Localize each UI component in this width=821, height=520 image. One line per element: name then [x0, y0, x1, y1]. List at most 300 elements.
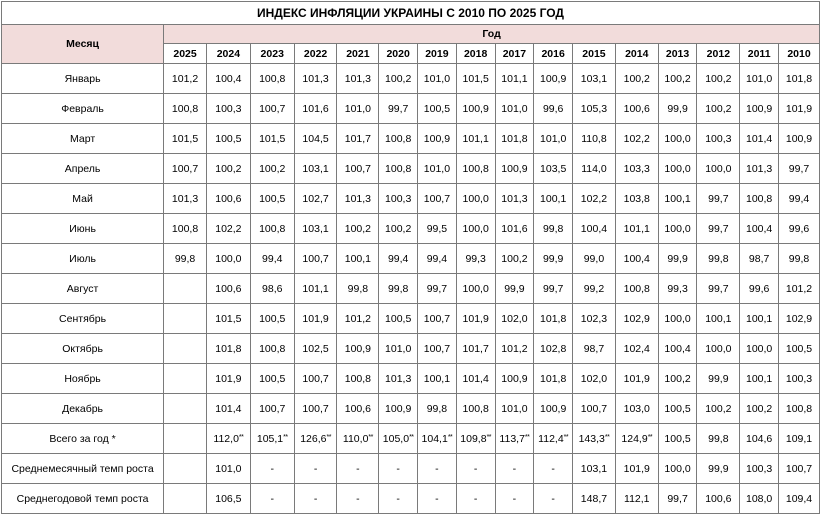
value-cell: [658, 394, 697, 424]
cell-value: 99,8: [387, 282, 409, 295]
value-cell: [164, 274, 207, 304]
cell-value: 101,2: [785, 282, 813, 295]
value-cell: [456, 244, 495, 274]
value-cell: [740, 334, 779, 364]
cell-value: 101,4: [746, 132, 773, 145]
value-cell: [337, 64, 379, 94]
cell-value: 99,8: [542, 222, 564, 235]
cell-value: 101,0: [540, 132, 567, 145]
cell-value: 98,7: [583, 342, 605, 355]
value-cell: [658, 214, 697, 244]
value-cell: [294, 214, 337, 244]
footnote-mark: **: [447, 433, 453, 441]
cell-value: 101,5: [259, 132, 286, 145]
value-cell: [573, 364, 616, 394]
value-cell: [418, 244, 457, 274]
cell-value: 101,3: [501, 192, 528, 205]
cell-value: 101,2: [171, 72, 199, 85]
value-cell: [740, 364, 779, 394]
cell-value: 99,8: [788, 252, 810, 265]
cell-value: 110,0: [342, 432, 369, 445]
value-cell: [337, 304, 379, 334]
value-cell: [697, 124, 740, 154]
cell-value: 101,8: [215, 342, 242, 355]
table-row: [2, 184, 820, 214]
value-cell: [337, 94, 379, 124]
cell-value: 101,0: [423, 72, 451, 85]
cell-value: 100,5: [259, 192, 286, 205]
cell-value: 100,0: [462, 282, 489, 295]
cell-value: 100,3: [385, 192, 412, 205]
value-cell: [418, 154, 457, 184]
year-header: 2018: [456, 44, 495, 64]
value-cell: [573, 484, 616, 514]
value-cell: [534, 484, 573, 514]
cell-value: 100,0: [664, 222, 691, 235]
value-cell: [779, 274, 820, 304]
year-header: 2015: [573, 44, 616, 64]
cell-value: 101,2: [501, 342, 528, 355]
value-cell: [573, 394, 616, 424]
cell-value: 99,6: [748, 282, 770, 295]
cell-value: 101,3: [746, 162, 773, 175]
footnote-mark: **: [563, 433, 569, 441]
cell-value: -: [551, 462, 555, 475]
cell-value: 100,8: [259, 72, 286, 85]
cell-value: 101,0: [344, 102, 372, 115]
value-cell: [740, 184, 779, 214]
cell-value: 101,3: [344, 72, 372, 85]
value-cell: [615, 184, 658, 214]
value-cell: [250, 64, 294, 94]
value-cell: [779, 94, 820, 124]
value-cell: [294, 454, 337, 484]
value-cell: [379, 424, 418, 454]
footnote-mark: **: [409, 433, 414, 441]
row-label: Апрель: [2, 154, 164, 184]
value-cell: [294, 94, 337, 124]
cell-value: 101,7: [344, 132, 372, 145]
value-cell: [337, 124, 379, 154]
year-group-header: Год: [164, 25, 820, 44]
cell-value: 100,9: [344, 342, 372, 355]
cell-value: 100,4: [623, 252, 650, 265]
cell-value: 102,3: [580, 312, 608, 325]
table-row: [2, 394, 820, 424]
value-cell: [697, 394, 740, 424]
cell-value: 100,7: [344, 162, 372, 175]
cell-value: 100,5: [215, 132, 242, 145]
value-cell: [534, 304, 573, 334]
cell-value: 100,6: [705, 492, 732, 505]
value-cell: [456, 454, 495, 484]
value-cell: [573, 64, 616, 94]
cell-value: 113,7: [499, 432, 525, 445]
cell-value: 100,2: [385, 222, 412, 235]
table-row: [2, 274, 820, 304]
value-cell: [534, 274, 573, 304]
cell-value: 100,1: [746, 312, 773, 325]
cell-value: 100,8: [746, 192, 773, 205]
value-cell: [779, 394, 820, 424]
value-cell: [206, 394, 250, 424]
value-cell: [495, 94, 534, 124]
value-cell: [573, 274, 616, 304]
value-cell: [456, 334, 495, 364]
cell-value: 99,8: [426, 402, 448, 415]
cell-value: 99,7: [387, 102, 409, 115]
value-cell: [418, 274, 457, 304]
cell-value: -: [435, 462, 439, 475]
year-header: 2012: [697, 44, 740, 64]
row-label: Май: [2, 184, 164, 214]
cell-value: 100,5: [259, 312, 286, 325]
value-cell: [379, 334, 418, 364]
cell-value: 101,6: [501, 222, 528, 235]
value-cell: [206, 304, 250, 334]
value-cell: [337, 334, 379, 364]
value-cell: [615, 214, 658, 244]
value-cell: [534, 334, 573, 364]
row-label: Июнь: [2, 214, 164, 244]
cell-value: 100,8: [259, 342, 286, 355]
value-cell: [740, 94, 779, 124]
cell-value: 102,8: [540, 342, 567, 355]
value-cell: [495, 304, 534, 334]
value-cell: [658, 304, 697, 334]
cell-value: 100,2: [259, 162, 286, 175]
cell-value: 99,8: [708, 432, 729, 445]
value-cell: [379, 154, 418, 184]
value-cell: [294, 364, 337, 394]
value-cell: [615, 334, 658, 364]
value-cell: [495, 214, 534, 244]
value-cell: [495, 364, 534, 394]
value-cell: [615, 364, 658, 394]
value-cell: [740, 304, 779, 334]
cell-value: 100,5: [664, 432, 691, 445]
value-cell: [250, 214, 294, 244]
value-cell: [740, 454, 779, 484]
cell-value: 99,7: [542, 282, 564, 295]
cell-value: 100,4: [580, 222, 608, 235]
cell-value: 99,7: [788, 162, 810, 175]
cell-value: 100,2: [664, 72, 691, 85]
cell-value: 103,1: [302, 162, 329, 175]
cell-value: 99,4: [262, 252, 283, 265]
value-cell: [740, 124, 779, 154]
value-cell: [164, 334, 207, 364]
cell-value: 102,2: [580, 192, 608, 205]
cell-value: 100,3: [746, 462, 773, 475]
cell-value: 100,4: [664, 342, 691, 355]
cell-value: 100,1: [423, 372, 451, 385]
cell-value: 100,0: [664, 132, 691, 145]
value-cell: [534, 424, 573, 454]
value-cell: [456, 184, 495, 214]
table-row: [2, 214, 820, 244]
value-cell: [615, 304, 658, 334]
value-cell: [379, 304, 418, 334]
cell-value: 101,0: [746, 72, 773, 85]
row-label: Февраль: [2, 94, 164, 124]
value-cell: [418, 454, 457, 484]
value-cell: [697, 424, 740, 454]
value-cell: [294, 304, 337, 334]
value-cell: [206, 244, 250, 274]
value-cell: [379, 364, 418, 394]
value-cell: [294, 394, 337, 424]
value-cell: [495, 124, 534, 154]
cell-value: -: [512, 492, 517, 505]
value-cell: [658, 154, 697, 184]
cell-value: 108,0: [746, 492, 773, 505]
cell-value: 99,7: [426, 282, 448, 295]
row-label: Июль: [2, 244, 164, 274]
value-cell: [206, 454, 250, 484]
cell-value: 100,8: [385, 132, 412, 145]
cell-value: 103,3: [623, 162, 650, 175]
value-cell: [658, 274, 697, 304]
cell-value: 99,9: [504, 282, 525, 295]
value-cell: [456, 154, 495, 184]
value-cell: [658, 64, 697, 94]
cell-value: -: [313, 492, 318, 505]
cell-value: 100,9: [423, 132, 451, 145]
cell-value: 100,5: [785, 342, 813, 355]
value-cell: [164, 454, 207, 484]
value-cell: [206, 214, 250, 244]
value-cell: [740, 214, 779, 244]
value-cell: [379, 274, 418, 304]
cell-value: 100,9: [785, 132, 813, 145]
value-cell: [697, 184, 740, 214]
cell-value: 102,7: [302, 192, 329, 205]
cell-value: 100,7: [785, 462, 813, 475]
value-cell: [206, 484, 250, 514]
cell-value: 102,4: [623, 342, 650, 355]
value-cell: [418, 394, 457, 424]
value-cell: [456, 64, 495, 94]
cell-value: 100,8: [171, 102, 199, 115]
value-cell: [337, 454, 379, 484]
value-cell: [779, 364, 820, 394]
value-cell: [658, 484, 697, 514]
cell-value: -: [270, 492, 274, 505]
cell-value: 102,5: [302, 342, 329, 355]
cell-value: 99,6: [788, 222, 810, 235]
value-cell: [658, 424, 697, 454]
cell-value: 102,9: [623, 312, 650, 325]
cell-value: 112,4: [538, 432, 564, 445]
cell-value: 100,7: [423, 342, 451, 355]
value-cell: [250, 154, 294, 184]
table-row: [2, 64, 820, 94]
value-cell: [418, 334, 457, 364]
value-cell: [164, 154, 207, 184]
footnote-mark: **: [326, 433, 331, 441]
cell-value: 100,2: [705, 402, 732, 415]
value-cell: [418, 184, 457, 214]
value-cell: [779, 64, 820, 94]
year-header: 2024: [206, 44, 250, 64]
cell-value: 101,8: [540, 372, 567, 385]
cell-value: 101,3: [302, 72, 329, 85]
value-cell: [418, 424, 457, 454]
cell-value: 100,5: [259, 372, 286, 385]
value-cell: [495, 484, 534, 514]
value-cell: [615, 454, 658, 484]
value-cell: [697, 484, 740, 514]
year-header: 2011: [740, 44, 779, 64]
cell-value: 109,4: [785, 492, 813, 505]
cell-value: 99,9: [708, 462, 729, 475]
cell-value: 101,5: [462, 72, 489, 85]
row-label: Всего за год *: [2, 424, 164, 454]
row-label: Ноябрь: [2, 364, 164, 394]
cell-value: 124,9: [621, 432, 648, 445]
value-cell: [206, 124, 250, 154]
cell-value: 100,8: [385, 162, 412, 175]
cell-value: 99,9: [708, 372, 729, 385]
value-cell: [456, 124, 495, 154]
value-cell: [456, 304, 495, 334]
row-label: Октябрь: [2, 334, 164, 364]
value-cell: [495, 244, 534, 274]
value-cell: [250, 394, 294, 424]
cell-value: -: [396, 462, 400, 475]
cell-value: -: [396, 492, 400, 505]
value-cell: [779, 304, 820, 334]
value-cell: [740, 394, 779, 424]
value-cell: [164, 244, 207, 274]
cell-value: 99,9: [667, 102, 688, 115]
cell-value: 100,8: [623, 282, 650, 295]
value-cell: [740, 244, 779, 274]
cell-value: 105,1: [256, 432, 284, 445]
value-cell: [495, 424, 534, 454]
cell-value: 100,9: [385, 402, 412, 415]
value-cell: [250, 124, 294, 154]
value-cell: [534, 454, 573, 484]
value-cell: [456, 214, 495, 244]
year-header: 2010: [779, 44, 820, 64]
value-cell: [534, 124, 573, 154]
value-cell: [495, 454, 534, 484]
row-label: Среднемесячный темп роста: [2, 454, 164, 484]
cell-value: 99,7: [708, 192, 729, 205]
cell-value: 101,0: [215, 462, 242, 475]
cell-value: 100,2: [344, 222, 372, 235]
cell-value: 100,0: [664, 312, 691, 325]
value-cell: [294, 64, 337, 94]
table-title: ИНДЕКС ИНФЛЯЦИИ УКРАИНЫ С 2010 ПО 2025 ГОД: [2, 2, 820, 25]
cell-value: 101,6: [302, 102, 329, 115]
cell-value: 104,6: [746, 432, 773, 445]
value-cell: [534, 214, 573, 244]
cell-value: 100,0: [462, 192, 489, 205]
table-row: [2, 124, 820, 154]
cell-value: 101,9: [785, 102, 813, 115]
cell-value: 100,9: [540, 72, 567, 85]
value-cell: [779, 184, 820, 214]
value-cell: [495, 64, 534, 94]
table-row: [2, 334, 820, 364]
value-cell: [164, 94, 207, 124]
row-label: Август: [2, 274, 164, 304]
cell-value: 99,7: [708, 222, 729, 235]
cell-value: 101,5: [171, 132, 199, 145]
cell-value: 99,2: [583, 282, 605, 295]
cell-value: 99,8: [708, 252, 729, 265]
cell-value: 100,8: [462, 162, 489, 175]
cell-value: 99,7: [708, 282, 729, 295]
value-cell: [740, 274, 779, 304]
cell-value: 101,7: [462, 342, 489, 355]
cell-value: -: [435, 492, 439, 505]
value-cell: [337, 424, 379, 454]
year-header: 2022: [294, 44, 337, 64]
cell-value: 100,1: [344, 252, 372, 265]
value-cell: [495, 394, 534, 424]
cell-value: 104,1: [421, 432, 448, 445]
cell-value: 103,5: [540, 162, 567, 175]
value-cell: [573, 244, 616, 274]
value-cell: [206, 154, 250, 184]
cell-value: 99,7: [667, 492, 688, 505]
cell-value: 100,0: [664, 162, 691, 175]
table-body: [2, 64, 820, 514]
table-row: [2, 94, 820, 124]
cell-value: 102,0: [501, 312, 528, 325]
cell-value: 101,3: [344, 192, 372, 205]
value-cell: [697, 334, 740, 364]
value-cell: [379, 124, 418, 154]
value-cell: [337, 214, 379, 244]
value-cell: [658, 454, 697, 484]
footnote-mark: **: [524, 433, 530, 441]
cell-value: 101,1: [462, 132, 489, 145]
cell-value: 101,9: [623, 462, 650, 475]
value-cell: [250, 184, 294, 214]
value-cell: [250, 364, 294, 394]
value-cell: [164, 484, 207, 514]
value-cell: [250, 424, 294, 454]
cell-value: 106,5: [215, 492, 242, 505]
cell-value: 100,2: [664, 372, 691, 385]
value-cell: [250, 244, 294, 274]
row-label: Январь: [2, 64, 164, 94]
cell-value: 102,2: [623, 132, 650, 145]
cell-value: 105,0: [382, 432, 410, 445]
cell-value: 100,8: [171, 222, 199, 235]
value-cell: [658, 334, 697, 364]
cell-value: 100,9: [746, 102, 773, 115]
value-cell: [495, 184, 534, 214]
cell-value: 100,7: [302, 402, 329, 415]
cell-value: 99,4: [387, 252, 409, 265]
value-cell: [206, 274, 250, 304]
cell-value: 101,3: [171, 192, 199, 205]
value-cell: [615, 394, 658, 424]
value-cell: [779, 244, 820, 274]
cell-value: 100,7: [259, 402, 286, 415]
value-cell: [658, 124, 697, 154]
cell-value: 112,1: [624, 492, 650, 505]
value-cell: [379, 484, 418, 514]
value-cell: [534, 94, 573, 124]
cell-value: -: [551, 492, 555, 505]
